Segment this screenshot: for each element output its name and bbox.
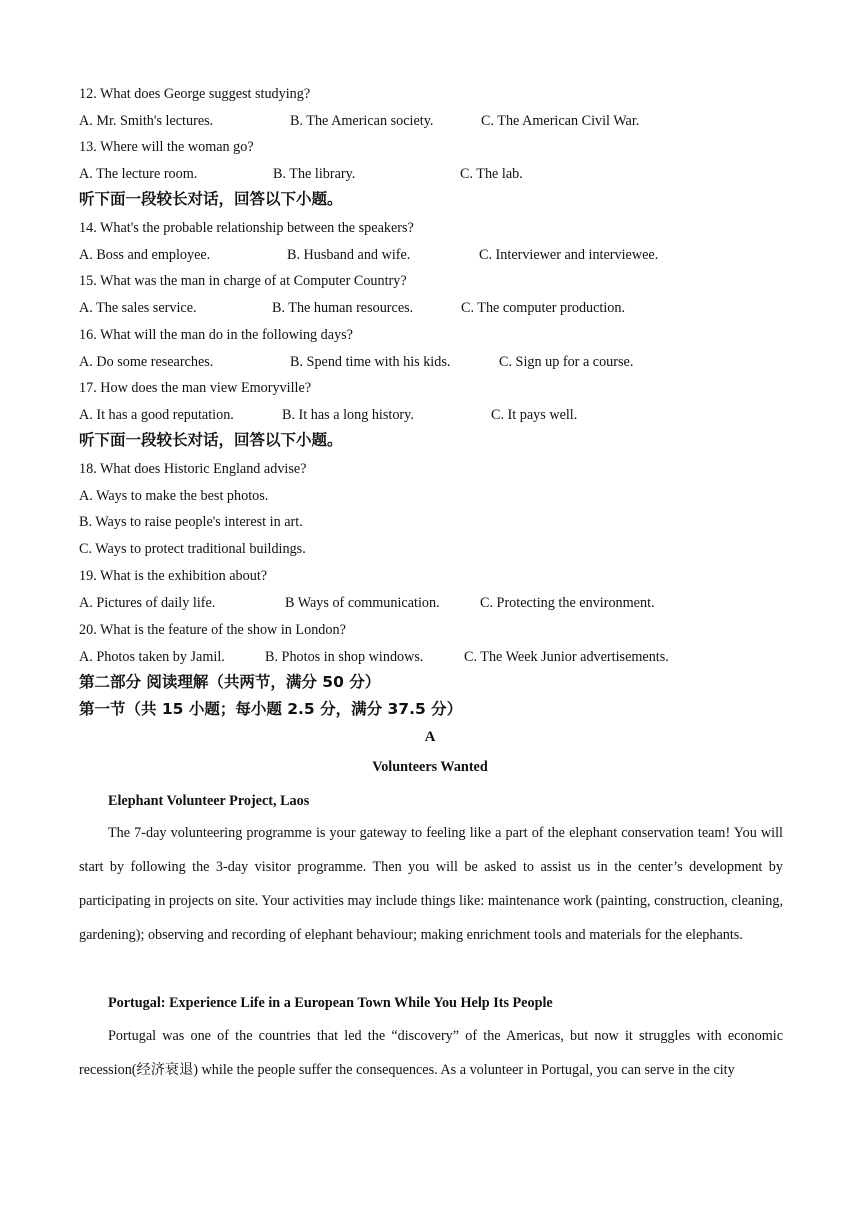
q15-option-b: B. The human resources. bbox=[272, 300, 414, 316]
q14-option-c: C. Interviewer and interviewee. bbox=[479, 247, 659, 263]
question-18: 18. What does Historic England advise? bbox=[79, 461, 307, 477]
question-16: 16. What will the man do in the following days? bbox=[79, 327, 353, 343]
q17-option-c: C. It pays well. bbox=[491, 407, 578, 423]
q20-option-c: C. The Week Junior advertisements. bbox=[464, 649, 669, 665]
passage-title: Volunteers Wanted bbox=[372, 759, 488, 775]
question-17: 17. How does the man view Emoryville? bbox=[79, 380, 312, 396]
question-20: 20. What is the feature of the show in London? bbox=[79, 622, 346, 638]
question-13: 13. Where will the woman go? bbox=[79, 139, 254, 155]
q14-option-a: A. Boss and employee. bbox=[79, 247, 211, 263]
section-heading-portugal: Portugal: Experience Life in a European Town While You Help Its People bbox=[108, 995, 553, 1011]
q17-option-b: B. It has a long history. bbox=[282, 407, 414, 423]
q13-option-c: C. The lab. bbox=[460, 166, 523, 182]
q16-option-c: C. Sign up for a course. bbox=[499, 354, 634, 370]
passage-letter: A bbox=[424, 729, 436, 745]
q13-option-a: A. The lecture room. bbox=[79, 166, 198, 182]
q12-option-a: A. Mr. Smith's lectures. bbox=[79, 113, 214, 129]
q19-option-a: A. Pictures of daily life. bbox=[79, 595, 216, 611]
q19-option-b: B Ways of communication. bbox=[285, 595, 440, 611]
q15-option-c: C. The computer production. bbox=[461, 300, 626, 316]
question-19: 19. What is the exhibition about? bbox=[79, 568, 268, 584]
q12-option-b: B. The American society. bbox=[290, 113, 434, 129]
q20-option-a: A. Photos taken by Jamil. bbox=[79, 649, 225, 665]
section-heading-laos: Elephant Volunteer Project, Laos bbox=[108, 793, 310, 809]
question-12: 12. What does George suggest studying? bbox=[79, 86, 311, 102]
paragraph-portugal: Portugal was one of the countries that led the “discovery” of the Americas, but now it struggles with economic recession(经济衰退) while the people suffer the consequences. As a volunteer in Portugal, you can serve in the city bbox=[79, 1028, 783, 1078]
paragraph-elephant-project: The 7-day volunteering programme is your gateway to feeling like a part of the elephant conservation team! You will start by following the 3-day visitor programme. Then you will be asked to assist us in the center’s development by participating in projects on site. Your activities may include things like: maintenance work (painting, construction, cleaning, gardening); observing and recording of elephant behaviour; making enrichment tools and materials for the elephants. bbox=[79, 825, 783, 943]
q13-option-b: B. The library. bbox=[273, 166, 356, 182]
q17-option-a: A. It has a good reputation. bbox=[79, 407, 234, 423]
q12-option-c: C. The American Civil War. bbox=[481, 113, 640, 129]
section1-heading: 第一节（共 15 小题；每小题 2.5 分，满分 37.5 分） bbox=[79, 700, 463, 718]
q15-option-a: A. The sales service. bbox=[79, 300, 197, 316]
instruction-dialogue-2: 听下面一段较长对话，回答以下小题。 bbox=[79, 431, 343, 449]
q18-option-c: C. Ways to protect traditional buildings. bbox=[79, 541, 306, 557]
q16-option-a: A. Do some researches. bbox=[79, 354, 214, 370]
q19-option-c: C. Protecting the environment. bbox=[480, 595, 655, 611]
question-14: 14. What's the probable relationship between the speakers? bbox=[79, 220, 414, 236]
part2-heading: 第二部分 阅读理解（共两节，满分 50 分） bbox=[79, 673, 381, 691]
q18-option-a: A. Ways to make the best photos. bbox=[79, 488, 269, 504]
q20-option-b: B. Photos in shop windows. bbox=[265, 649, 424, 665]
q16-option-b: B. Spend time with his kids. bbox=[290, 354, 451, 370]
question-15: 15. What was the man in charge of at Computer Country? bbox=[79, 273, 407, 289]
instruction-dialogue-1: 听下面一段较长对话，回答以下小题。 bbox=[79, 190, 343, 208]
q14-option-b: B. Husband and wife. bbox=[287, 247, 411, 263]
q18-option-b: B. Ways to raise people's interest in art. bbox=[79, 514, 303, 530]
